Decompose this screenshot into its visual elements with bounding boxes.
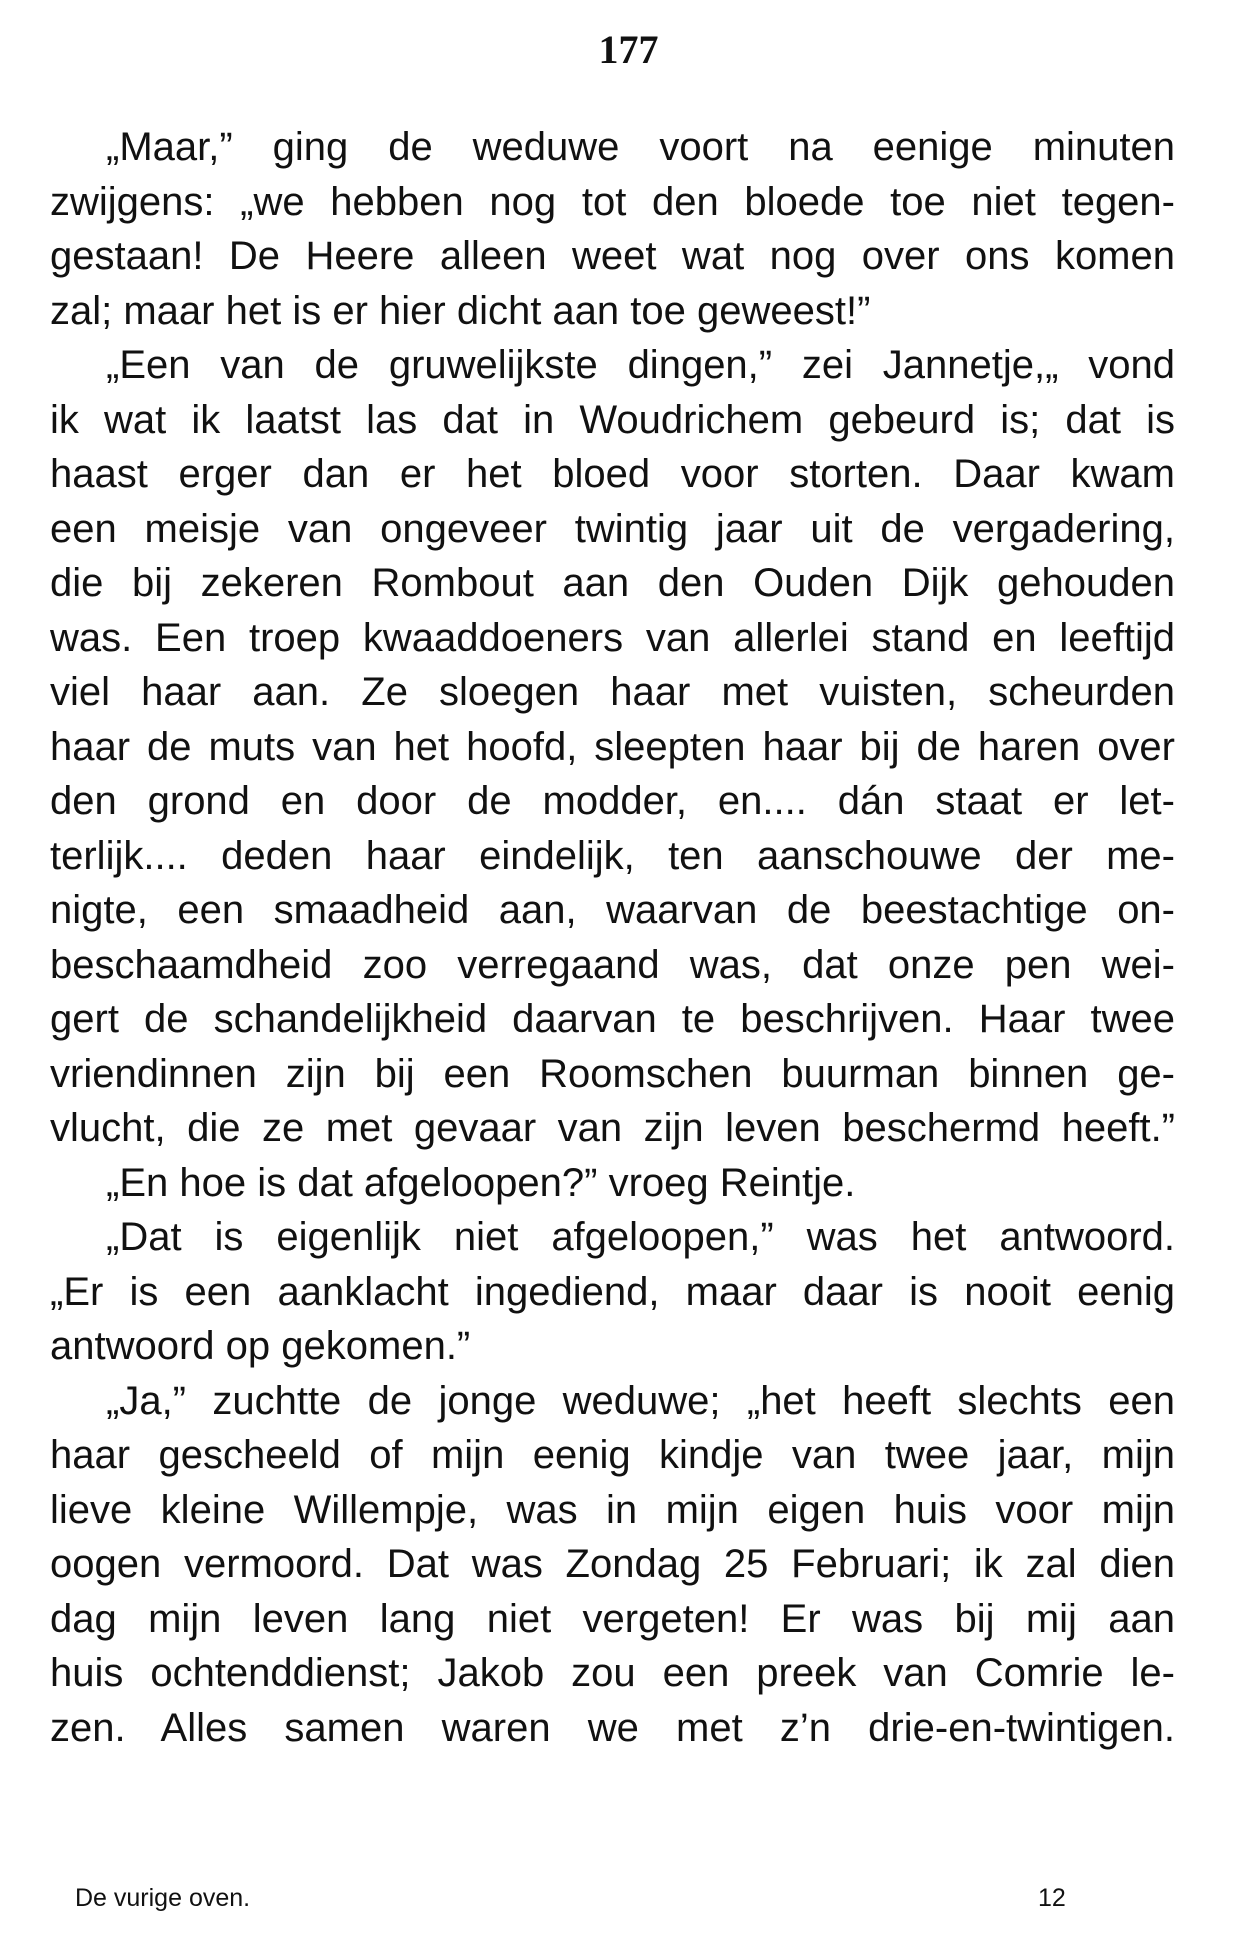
text-line: ik wat ik laatst las dat in Woudrichem gebeurd is; dat is [50, 397, 1175, 442]
text-line: was. Een troep kwaaddoeners van allerlei stand en leeftijd [50, 615, 1175, 660]
text-line: „Een van de gruwelijkste dingen,” zei Jannetje,„ vond [106, 343, 1175, 387]
page-number: 177 [598, 27, 659, 72]
text-line: die bij zekeren Rombout aan den Ouden Dijk gehouden [50, 561, 1175, 605]
text-line: „Er is een aanklacht ingediend, maar daar is nooit eenig [50, 1269, 1175, 1314]
text-line: beschaamdheid zoo verregaand was, dat onze pen wei- [50, 942, 1175, 987]
text-line: haast erger dan er het bloed voor storten. Daar kwam [50, 452, 1175, 496]
text-line: zen. Alles samen waren we met z’n drie-en-twintigen. [50, 1705, 1175, 1750]
text-line: dag mijn leven lang niet vergeten! Er was bij mij aan [50, 1596, 1175, 1641]
text-line: huis ochtenddienst; Jakob zou een preek van Comrie le- [50, 1651, 1175, 1695]
text-body [50, 120, 1175, 1755]
text-line: vriendinnen zijn bij een Roomschen buurman binnen ge- [50, 1051, 1175, 1096]
footer-book-title: De vurige oven. [75, 1884, 251, 1912]
text-line: viel haar aan. Ze sloegen haar met vuisten, scheurden [50, 670, 1175, 714]
text-line: „En hoe is dat afgeloopen?” vroeg Reintje. [106, 1160, 856, 1205]
text-line: lieve kleine Willempje, was in mijn eigen huis voor mijn [50, 1487, 1175, 1532]
text-line: zwijgens: „we hebben nog tot den bloede toe niet tegen- [50, 179, 1175, 224]
text-line: gert de schandelijkheid daarvan te beschrijven. Haar twee [50, 997, 1175, 1041]
page-footer [75, 1878, 1075, 1918]
text-line: een meisje van ongeveer twintig jaar uit de vergadering, [50, 506, 1175, 551]
text-line: antwoord op gekomen.” [50, 1324, 471, 1368]
text-line: den grond en door de modder, en.... dán staat er let- [50, 779, 1175, 823]
text-line: „Maar,” ging de weduwe voort na eenige minuten [106, 125, 1175, 169]
text-line: oogen vermoord. Dat was Zondag 25 Februari; ik zal dien [50, 1542, 1175, 1586]
text-line: „Dat is eigenlijk niet afgeloopen,” was het antwoord. [106, 1215, 1175, 1259]
text-line: nigte, een smaadheid aan, waarvan de beestachtige on- [50, 888, 1175, 932]
text-line: haar gescheeld of mijn eenig kindje van twee jaar, mijn [50, 1433, 1175, 1477]
text-line: vlucht, die ze met gevaar van zijn leven beschermd heeft.” [50, 1106, 1175, 1150]
footer-signature-mark: 12 [1038, 1884, 1066, 1912]
text-line: „Ja,” zuchtte de jonge weduwe; „het heeft slechts een [106, 1378, 1175, 1423]
text-line: haar de muts van het hoofd, sleepten haar bij de haren over [50, 724, 1175, 769]
text-line: gestaan! De Heere alleen weet wat nog over ons komen [50, 234, 1175, 278]
text-line: zal; maar het is er hier dicht aan toe geweest!” [50, 288, 871, 333]
text-line: terlijk.... deden haar eindelijk, ten aanschouwe der me- [50, 833, 1175, 878]
